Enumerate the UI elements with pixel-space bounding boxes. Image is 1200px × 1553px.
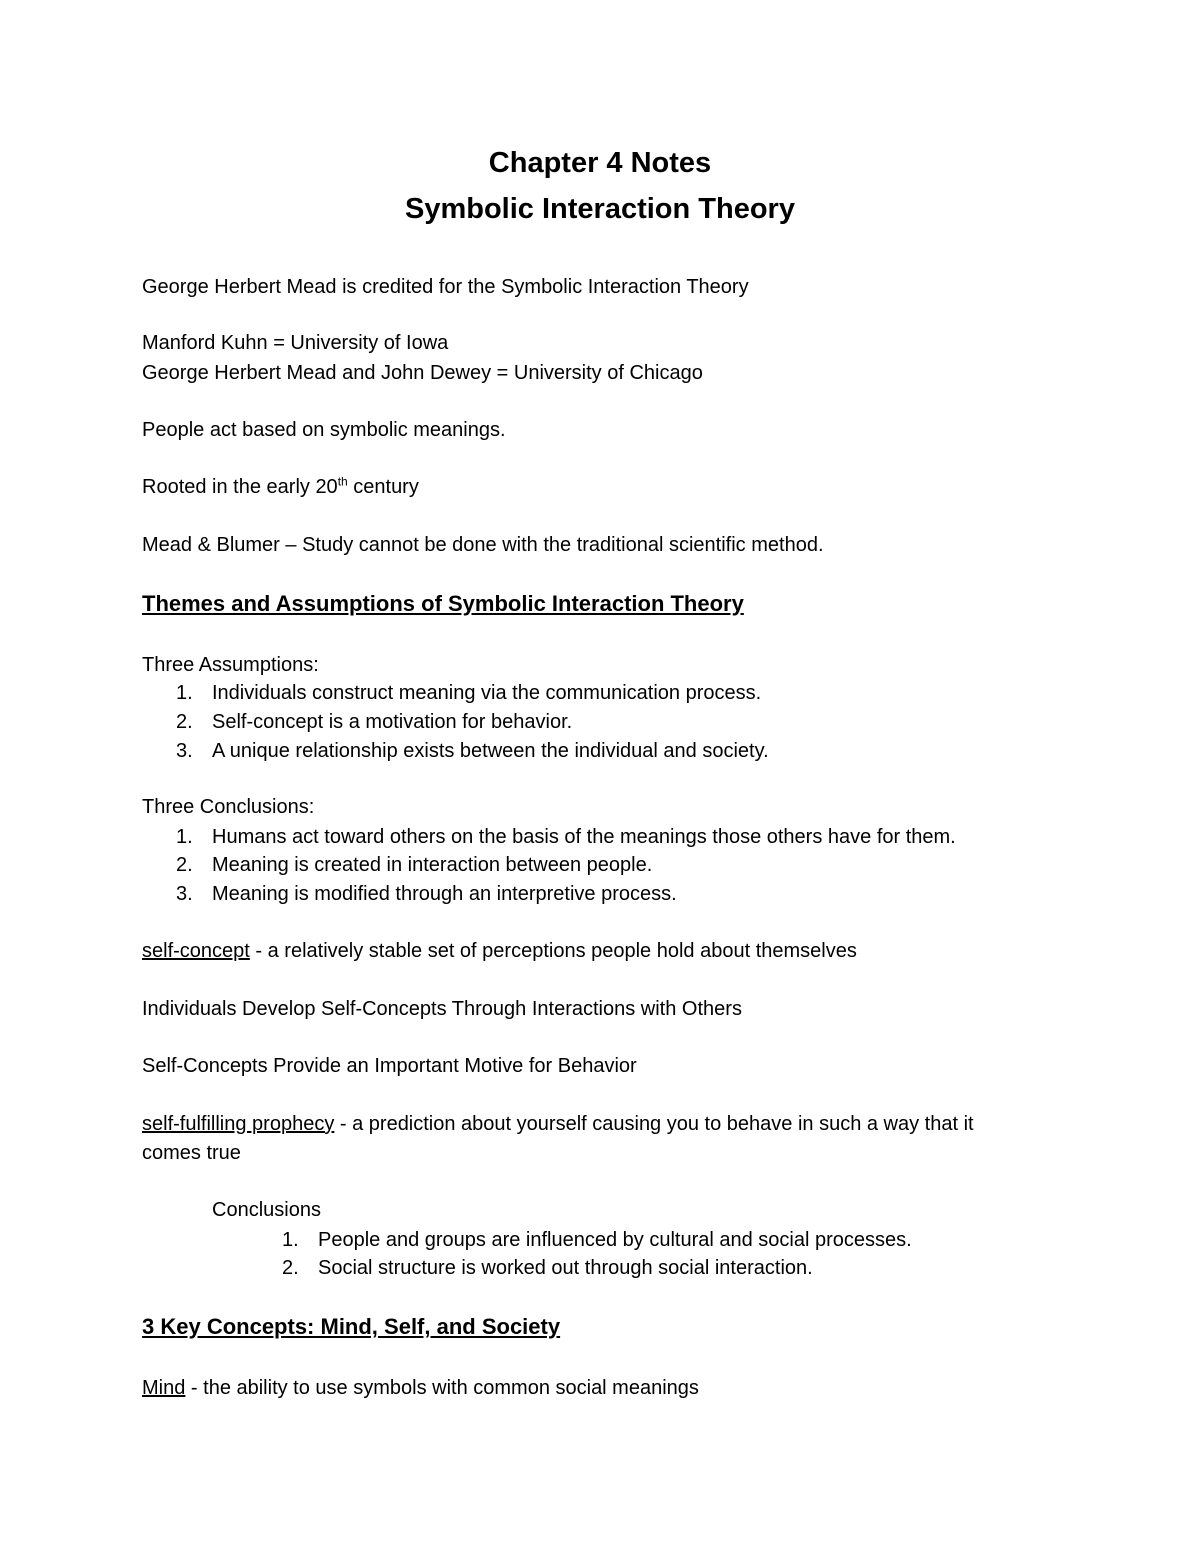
list-number: 1. [282,1229,299,1251]
list-number: 1. [176,682,193,704]
list-number: 2. [176,711,193,733]
mead-dewey-line: George Herbert Mead and John Dewey = University of Chicago [142,362,703,384]
prophecy-conclusions-label: Conclusions [212,1199,321,1221]
list-item: A unique relationship exists between the individual and society. [212,740,769,762]
self-concept-definition [142,938,857,964]
list-item: Meaning is modified through an interpretive process. [212,883,677,905]
list-item: Meaning is created in interaction between people. [212,854,653,876]
mind-text: - the ability to use symbols with common social meanings [185,1377,699,1399]
self-concept-term: self-concept [142,940,250,962]
credit-line: George Herbert Mead is credited for the Symbolic Interaction Theory [142,276,749,298]
page-title: Chapter 4 Notes [488,147,712,179]
list-item: Social structure is worked out through social interaction. [318,1257,813,1279]
list-number: 1. [176,826,193,848]
mind-term: Mind [142,1377,186,1399]
rooted-prefix: Rooted in the early 20 [142,476,338,498]
list-item: Individuals construct meaning via the communication process. [212,682,762,704]
conclusions-label: Three Conclusions: [142,796,315,818]
kuhn-line: Manford Kuhn = University of Iowa [142,332,449,354]
self-concept-text: - a relatively stable set of perceptions people hold about themselves [249,940,857,962]
prophecy-definition [142,1111,974,1137]
prophecy-text: - a prediction about yourself causing you to behave in such a way that it [334,1113,974,1135]
rooted-superscript: th [337,474,348,489]
motive-line: Self-Concepts Provide an Important Motive for Behavior [142,1055,637,1077]
key-concepts-heading: 3 Key Concepts: Mind, Self, and Society [142,1314,561,1339]
list-item: People and groups are influenced by cultural and social processes. [318,1229,912,1251]
mind-definition [142,1375,699,1401]
rooted-suffix: century [347,476,419,498]
prophecy-continuation: comes true [142,1142,241,1164]
assumptions-label: Three Assumptions: [142,654,319,676]
develop-line: Individuals Develop Self-Concepts Through Interactions with Others [142,998,742,1020]
themes-heading: Themes and Assumptions of Symbolic Interaction Theory [142,591,744,616]
list-item: Humans act toward others on the basis of the meanings those others have for them. [212,826,956,848]
list-number: 2. [176,854,193,876]
list-number: 3. [176,883,193,905]
page-subtitle: Symbolic Interaction Theory [405,193,795,225]
rooted-line [142,474,419,500]
mead-blumer-line: Mead & Blumer – Study cannot be done with the traditional scientific method. [142,534,824,556]
list-item: Self-concept is a motivation for behavior. [212,711,573,733]
prophecy-term: self-fulfilling prophecy [142,1113,335,1135]
act-line: People act based on symbolic meanings. [142,419,506,441]
list-number: 3. [176,740,193,762]
list-number: 2. [282,1257,299,1279]
